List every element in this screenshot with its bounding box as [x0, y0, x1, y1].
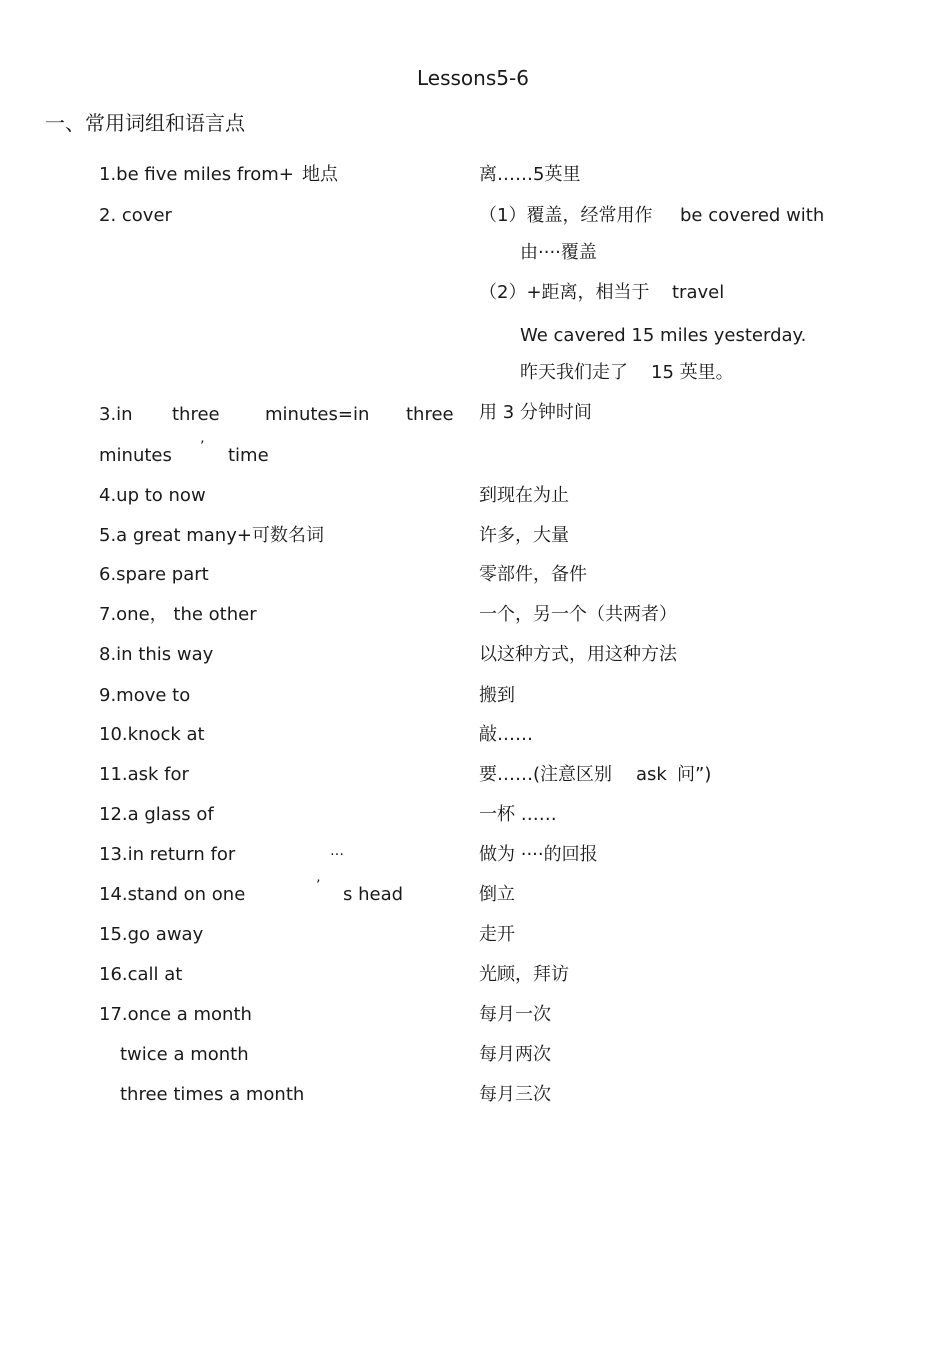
meaning-8: 以这种方式，用这种方法 — [479, 644, 677, 665]
phrase-14-apostrophe: ’ — [316, 878, 321, 894]
phrase-3-word-4: three — [406, 404, 454, 425]
meaning-11-extra: ask — [636, 764, 667, 785]
phrase-14: 14.stand on one — [99, 884, 246, 905]
phrase-2: 2. cover — [99, 205, 172, 226]
page-title: Lessons5-6 — [417, 66, 529, 90]
phrase-9: 9.move to — [99, 685, 191, 706]
meaning-2: （1）覆盖，经常用作 — [479, 205, 653, 226]
meaning-4: 到现在为止 — [479, 485, 569, 506]
section-heading: 一、常用词组和语言点 — [45, 111, 245, 135]
phrase-6: 6.spare part — [99, 564, 209, 585]
phrase-3-word-2: three — [172, 404, 220, 425]
meaning-11-extra2: 问”) — [677, 764, 712, 785]
meaning-14: 倒立 — [479, 884, 515, 905]
meaning-9: 搬到 — [479, 685, 515, 706]
meaning-17c: 每月三次 — [479, 1084, 551, 1105]
phrase-17c: three times a month — [120, 1084, 305, 1105]
meaning-17: 每月一次 — [479, 1004, 551, 1025]
meaning-12: 一杯 …… — [479, 804, 557, 825]
phrase-1-extra: 地点 — [302, 164, 338, 185]
phrase-17: 17.once a month — [99, 1004, 252, 1025]
phrase-15: 15.go away — [99, 924, 204, 945]
meaning-3: 用 3 分钟时间 — [479, 402, 592, 423]
phrase-10: 10.knock at — [99, 724, 205, 745]
meaning-2-sub: （2）+距离，相当于 — [479, 282, 650, 303]
example-sentence-zh: 昨天我们走了 — [520, 362, 628, 383]
meaning-6: 零部件，备件 — [479, 564, 587, 585]
phrase-17b: twice a month — [120, 1044, 249, 1065]
phrase-3-cont2: time — [228, 445, 269, 466]
meaning-11: 要……(注意区别 — [479, 764, 613, 785]
phrase-11: 11.ask for — [99, 764, 189, 785]
phrase-5-extra: 可数名词 — [252, 525, 324, 546]
meaning-17b: 每月两次 — [479, 1044, 551, 1065]
example-sentence-en: We cavered 15 miles yesterday. — [520, 325, 807, 346]
phrase-16: 16.call at — [99, 964, 183, 985]
meaning-2-line2: 由····覆盖 — [520, 242, 597, 263]
example-sentence-zh-extra: 15 英里。 — [651, 362, 734, 383]
phrase-3-cont: minutes — [99, 445, 172, 466]
phrase-7: 7.one， the other — [99, 604, 257, 625]
phrase-13-extra: … — [330, 843, 344, 859]
meaning-2-extra: be covered with — [680, 205, 825, 226]
meaning-15: 走开 — [479, 924, 515, 945]
phrase-8: 8.in this way — [99, 644, 214, 665]
phrase-4: 4.up to now — [99, 485, 206, 506]
meaning-5: 许多，大量 — [479, 525, 569, 546]
phrase-3-apostrophe: ’ — [200, 439, 205, 455]
meaning-10: 敲…… — [479, 724, 533, 745]
phrase-3-word-3: minutes=in — [265, 404, 370, 425]
phrase-5: 5.a great many+ — [99, 525, 252, 546]
meaning-16: 光顾，拜访 — [479, 964, 569, 985]
phrase-14-extra: s head — [343, 884, 404, 905]
phrase-1: 1.be five miles from+ — [99, 164, 294, 185]
meaning-1: 离……5英里 — [479, 164, 581, 185]
meaning-13: 做为 ····的回报 — [479, 844, 598, 865]
phrase-13: 13.in return for — [99, 844, 236, 865]
phrase-12: 12.a glass of — [99, 804, 214, 825]
phrase-3-word-1: 3.in — [99, 404, 133, 425]
meaning-2-sub-extra: travel — [672, 282, 725, 303]
meaning-7: 一个，另一个（共两者） — [479, 604, 677, 625]
